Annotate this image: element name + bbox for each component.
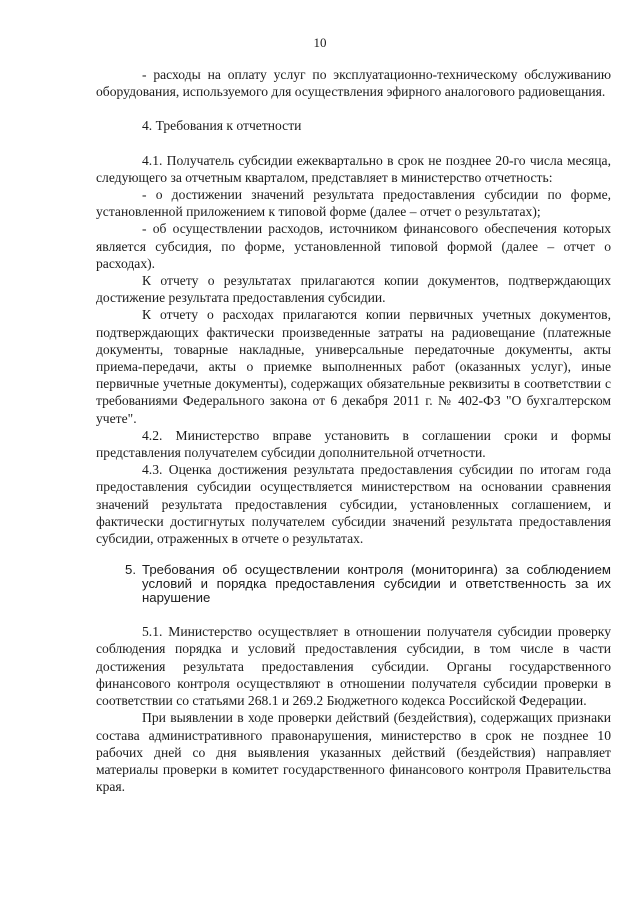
- document-body: [96, 66, 611, 795]
- paragraph-expense-item: - расходы на оплату услуг по эксплуатационно-техническому обслуживанию оборудования, используемого для осуществления эфирного аналогового радиовещания.: [96, 67, 611, 100]
- section-5-heading: [96, 563, 611, 605]
- paragraph-violation-referral: При выявлении в ходе проверки действий (бездействия), содержащих признаки состава административного правонарушения, министерство в срок не позднее 10 рабочих дней со дня выявления указанных действий (бездействия) направляет материалы проверки в комитет государственного финансового контроля Правительства края.: [96, 710, 611, 795]
- paragraph-expenses-attachments: К отчету о расходах прилагаются копии первичных учетных документов, подтверждающих фактически произведенные затраты на радиовещание (платежные документы, товарные накладные, универсальные передаточные документы, акты приема-передачи, акты о приемке выполненных работ (оказанных услуг), иные первичные учетные документы), содержащих обязательные реквизиты в соответствии с требованиями Федерального закона от 6 декабря 2011 г. № 402-ФЗ "О бухгалтерском учете".: [96, 307, 611, 426]
- paragraph-4-2: 4.2. Министерство вправе установить в соглашении сроки и формы представления получателем субсидии дополнительной отчетности.: [96, 427, 611, 461]
- paragraph-4-3: 4.3. Оценка достижения результата предоставления субсидии по итогам года предоставления субсидии осуществляется министерством на основании сравнения значений результата предоставления субсидии, установленных соглашением, и фактически достигнутых получателем субсидии значений результата предоставления субсидии, отраженных в отчете о результатах.: [96, 462, 611, 547]
- paragraph-results-report: - о достижении значений результата предоставления субсидии по форме, установленной приложением к типовой форме (далее – отчет о результатах);: [96, 187, 611, 220]
- section-5-title: Требования об осуществлении контроля (мониторинга) за соблюдением условий и порядка предоставления субсидии и ответственность за их нарушение: [142, 562, 611, 606]
- section-5-number: 5.: [125, 562, 136, 578]
- page-number: 10: [313, 35, 327, 50]
- paragraph-expenses-report: - об осуществлении расходов, источником финансового обеспечения которых является субсидия, по форме, установленной типовой формой (далее – отчет о расходах).: [96, 221, 611, 271]
- section-4-heading: 4. Требования к отчетности: [142, 118, 302, 134]
- paragraph-5-1: 5.1. Министерство осуществляет в отношении получателя субсидии проверку соблюдения порядка и условий предоставления субсидии, в том числе в части достижения результата предоставления субсидии. Органы государственного финансового контроля осуществляют в отношении получателя субсидии проверки в соответствии со статьями 268.1 и 269.2 Бюджетного кодекса Российской Федерации.: [96, 624, 611, 709]
- paragraph-4-1: 4.1. Получатель субсидии ежеквартально в срок не позднее 20-го числа месяца, следующего за отчетным кварталом, представляет в министерство отчетность:: [96, 152, 611, 185]
- paragraph-results-attachments: К отчету о результатах прилагаются копии документов, подтверждающих достижение результата предоставления субсидии.: [96, 273, 611, 306]
